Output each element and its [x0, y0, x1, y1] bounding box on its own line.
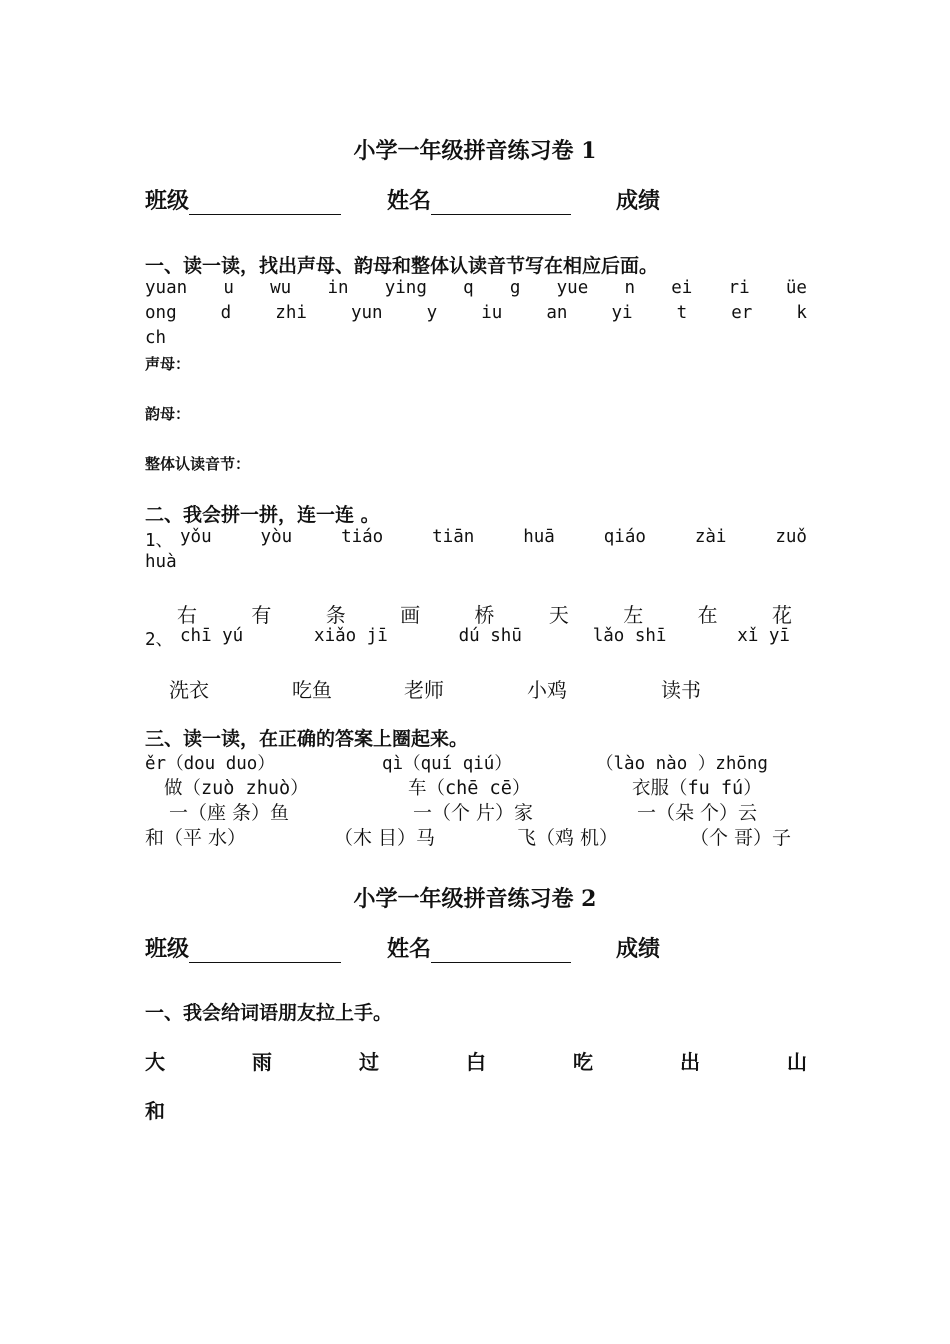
choice-item[interactable]: 一（朵 个）云 [637, 802, 758, 824]
choice-line-4 [0, 823, 950, 849]
choice-line-3 [0, 798, 950, 824]
choice-item[interactable]: 做（zuò zhuò） [164, 778, 309, 799]
match-char-row-1 [177, 599, 792, 628]
match-pinyin-row-2 [145, 626, 807, 650]
pinyin-item: yǒu [180, 527, 212, 547]
score-label: 成绩 [616, 936, 661, 962]
pinyin-item: wu [270, 278, 292, 298]
match-word-row-2 [0, 674, 950, 702]
pinyin-item: g [509, 278, 521, 298]
char-item: 花 [772, 603, 792, 627]
choice-item[interactable]: 一（个 片）家 [413, 802, 534, 824]
word-item: 吃鱼 [292, 678, 332, 702]
char-item: 过 [359, 1050, 379, 1074]
choice-item[interactable]: qì（quí qiú） [382, 754, 512, 774]
word-item: 老师 [404, 678, 444, 702]
row-number: 2、 [145, 630, 174, 650]
choice-item[interactable]: ěr（dou duo） [145, 754, 275, 774]
sheet1-section2-heading: 二、我会拼一拼，连一连 。 [145, 504, 380, 526]
pinyin-item: tiān [432, 527, 475, 547]
sheet1-section1-heading: 一、读一读，找出声母、韵母和整体认读音节写在相应后面。 [145, 255, 659, 277]
char-item: 画 [400, 603, 421, 627]
choice-item[interactable]: （lào nào ）zhōng [596, 754, 768, 774]
pinyin-item: xǐ yī [737, 626, 790, 646]
choice-item[interactable]: 一（座 条）鱼 [169, 802, 290, 824]
pinyin-item: dú shū [458, 626, 522, 646]
pinyin-item: ying [384, 278, 427, 298]
char-item: 山 [787, 1050, 807, 1074]
word-item: 小鸡 [527, 678, 567, 702]
char-item: 大 [145, 1050, 165, 1074]
match-pinyin-row-1 [145, 527, 807, 551]
char-item: 在 [697, 603, 718, 627]
pinyin-item: üe [785, 278, 807, 298]
pinyin-item: zuǒ [775, 527, 807, 547]
choice-item[interactable]: 车（chē cē） [408, 778, 531, 799]
pinyin-item: ei [671, 278, 693, 298]
pinyin-item: in [327, 278, 349, 298]
pinyin-item: qiáo [603, 527, 646, 547]
sheet1-section3-heading: 三、读一读，在正确的答案上圈起来。 [145, 728, 469, 750]
pinyin-item: er [731, 303, 753, 323]
pinyin-item: n [624, 278, 636, 298]
pinyin-item: ch [145, 328, 167, 348]
char-item: 右 [177, 603, 197, 627]
char-item: 出 [680, 1050, 700, 1074]
finals-answer-label: 韵母： [145, 405, 191, 423]
choice-item[interactable]: 衣服（fu fú） [632, 778, 762, 799]
pinyin-item: iu [481, 303, 503, 323]
pinyin-item: ong [145, 303, 177, 323]
char-item: 雨 [252, 1050, 272, 1074]
name-label: 姓名 [387, 188, 432, 214]
pinyin-row-1 [145, 278, 807, 298]
word-partner-chars-row [145, 1046, 807, 1075]
pinyin-item: yue [556, 278, 589, 298]
pinyin-item: zhi [275, 303, 307, 323]
choice-line-1 [0, 750, 950, 774]
whole-syllable-answer-label: 整体认读音节： [145, 455, 251, 473]
pinyin-item: an [546, 303, 568, 323]
class-label: 班级 [145, 188, 190, 214]
sheet2-section1-heading: 一、我会给词语朋友拉上手。 [145, 1002, 393, 1024]
pinyin-item: d [220, 303, 232, 323]
pinyin-item: lǎo shī [592, 626, 667, 646]
char-item: 吃 [573, 1050, 593, 1074]
char-item: 和 [145, 1099, 165, 1123]
sheet1-info-row [145, 184, 845, 216]
char-item: 天 [548, 603, 569, 627]
class-field[interactable] [145, 932, 341, 963]
pinyin-item: u [223, 278, 234, 298]
name-label: 姓名 [387, 936, 432, 962]
name-field[interactable] [387, 932, 571, 963]
row-number: 1、 [145, 531, 174, 551]
choice-item[interactable]: 飞（鸡 机） [517, 827, 619, 849]
pinyin-item: t [676, 303, 688, 323]
pinyin-item: huā [523, 527, 555, 547]
pinyin-item: xiǎo jī [314, 626, 388, 646]
pinyin-item: zài [694, 527, 727, 547]
choice-line-2 [0, 774, 950, 800]
word-item: 读书 [661, 678, 701, 702]
pinyin-item-wrapped: huà [145, 552, 177, 572]
pinyin-row-3 [145, 328, 166, 348]
pinyin-item: tiáo [341, 527, 384, 547]
pinyin-row-2 [145, 303, 807, 323]
sheet2-info-row [145, 932, 845, 964]
pinyin-item: y [426, 303, 438, 323]
pinyin-item: yi [611, 303, 633, 323]
choice-item[interactable]: （木 目）马 [334, 827, 436, 849]
class-label: 班级 [145, 936, 190, 962]
char-item: 有 [251, 603, 272, 627]
choice-item[interactable]: 和（平 水） [145, 827, 247, 849]
initials-answer-label: 声母： [145, 355, 191, 373]
char-item: 桥 [474, 603, 495, 627]
char-item: 左 [623, 603, 644, 627]
name-field[interactable] [387, 184, 571, 215]
pinyin-item: yòu [260, 527, 293, 547]
pinyin-item: ri [728, 278, 750, 298]
class-field[interactable] [145, 184, 341, 215]
sheet1-title: 小学一年级拼音练习卷 1 [353, 138, 597, 164]
pinyin-item: q [463, 278, 474, 298]
char-item: 白 [466, 1050, 486, 1074]
pinyin-item: chī yú [180, 626, 244, 646]
sheet2-title: 小学一年级拼音练习卷 2 [353, 886, 597, 912]
word-item: 洗衣 [169, 678, 209, 702]
pinyin-item: k [796, 303, 807, 323]
char-item: 条 [325, 603, 346, 627]
pinyin-item: yuan [145, 278, 188, 298]
pinyin-item: yun [350, 303, 383, 323]
choice-item[interactable]: （个 哥）子 [690, 827, 792, 849]
score-label: 成绩 [616, 188, 661, 214]
